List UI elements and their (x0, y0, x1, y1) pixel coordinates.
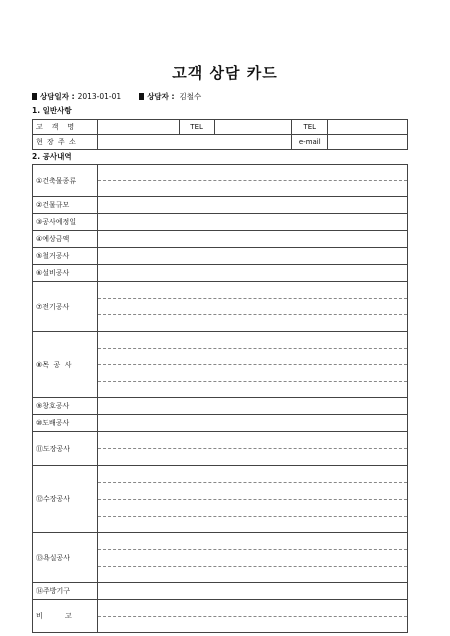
carpentry-field[interactable] (98, 365, 408, 382)
construction-details-table (32, 164, 408, 633)
kitchen-label: ⑭주방기구 (33, 583, 98, 600)
bathroom-field[interactable] (98, 566, 408, 583)
table-row (33, 466, 408, 483)
interior-finish-field[interactable] (98, 483, 408, 500)
building-size-field[interactable] (98, 197, 408, 214)
date-value: 2013-01-01 (77, 92, 122, 101)
counsel-meta (32, 91, 201, 102)
building-type-field[interactable] (98, 165, 408, 181)
carpentry-field[interactable] (98, 348, 408, 365)
building-size-label: ②건물규모 (33, 197, 98, 214)
interior-finish-field[interactable] (98, 499, 408, 516)
table-row (33, 583, 408, 600)
table-row (33, 265, 408, 282)
section2-heading: 2. 공사내역 (32, 152, 72, 161)
schedule-date-field[interactable] (98, 214, 408, 231)
table-row (33, 248, 408, 265)
carpentry-field[interactable] (98, 332, 408, 349)
kitchen-field[interactable] (98, 583, 408, 600)
site-address-field[interactable] (97, 135, 291, 150)
estimated-cost-field[interactable] (98, 231, 408, 248)
schedule-date-label: ③공사예정일 (33, 214, 98, 231)
section1-heading: 1. 일반사항 (32, 106, 72, 115)
general-info-table (32, 119, 408, 150)
bathroom-field[interactable] (98, 549, 408, 566)
electrical-field[interactable] (98, 298, 408, 315)
email-field[interactable] (328, 135, 408, 150)
table-row (33, 432, 408, 449)
table-row (33, 197, 408, 214)
table-row (33, 214, 408, 231)
building-type-field[interactable] (98, 181, 408, 197)
table-row (33, 533, 408, 550)
table-row (33, 600, 408, 617)
table-row (33, 398, 408, 415)
customer-name-label: 고 객 명 (33, 120, 98, 135)
tel-label: TEL (179, 120, 214, 135)
bullet-square-icon (139, 93, 144, 100)
table-row (33, 165, 408, 181)
counselor-value: 김철수 (179, 92, 202, 101)
electrical-field[interactable] (98, 282, 408, 299)
interior-finish-field[interactable] (98, 466, 408, 483)
electrical-field[interactable] (98, 315, 408, 332)
interior-finish-label: ⑫수장공사 (33, 466, 98, 533)
painting-label: ⑪도장공사 (33, 432, 98, 466)
wallpaper-label: ⑩도배공사 (33, 415, 98, 432)
site-address-label: 현 장 주 소 (33, 135, 98, 150)
page-title: 고객 상담 카드 (172, 64, 278, 82)
table-row (33, 415, 408, 432)
customer-name-field[interactable] (97, 120, 179, 135)
painting-field[interactable] (98, 449, 408, 466)
window-field[interactable] (98, 398, 408, 415)
demolition-label: ⑤철거공사 (33, 248, 98, 265)
counselor-label: 상담자 : (147, 92, 175, 101)
carpentry-label: ⑧목 공 사 (33, 332, 98, 398)
plumbing-field[interactable] (98, 265, 408, 282)
email-label: e-mail (292, 135, 328, 150)
remarks-field[interactable] (98, 600, 408, 617)
remarks-label: 비 고 (33, 600, 98, 633)
window-label: ⑨창호공사 (33, 398, 98, 415)
interior-finish-field[interactable] (98, 516, 408, 533)
bullet-square-icon (32, 93, 37, 100)
plumbing-label: ⑥설비공사 (33, 265, 98, 282)
carpentry-field[interactable] (98, 381, 408, 398)
date-label: 상담일자 : (40, 92, 75, 101)
tel-field[interactable] (214, 120, 292, 135)
remarks-field[interactable] (98, 616, 408, 633)
tel-label-2: TEL (292, 120, 328, 135)
table-row (33, 332, 408, 349)
demolition-field[interactable] (98, 248, 408, 265)
bathroom-label: ⑬욕실공사 (33, 533, 98, 583)
wallpaper-field[interactable] (98, 415, 408, 432)
table-row (33, 231, 408, 248)
electrical-label: ⑦전기공사 (33, 282, 98, 332)
tel-field-2[interactable] (328, 120, 408, 135)
painting-field[interactable] (98, 432, 408, 449)
estimated-cost-label: ④예상금액 (33, 231, 98, 248)
building-type-label: ①건축물종류 (33, 165, 98, 197)
table-row (33, 282, 408, 299)
bathroom-field[interactable] (98, 533, 408, 550)
